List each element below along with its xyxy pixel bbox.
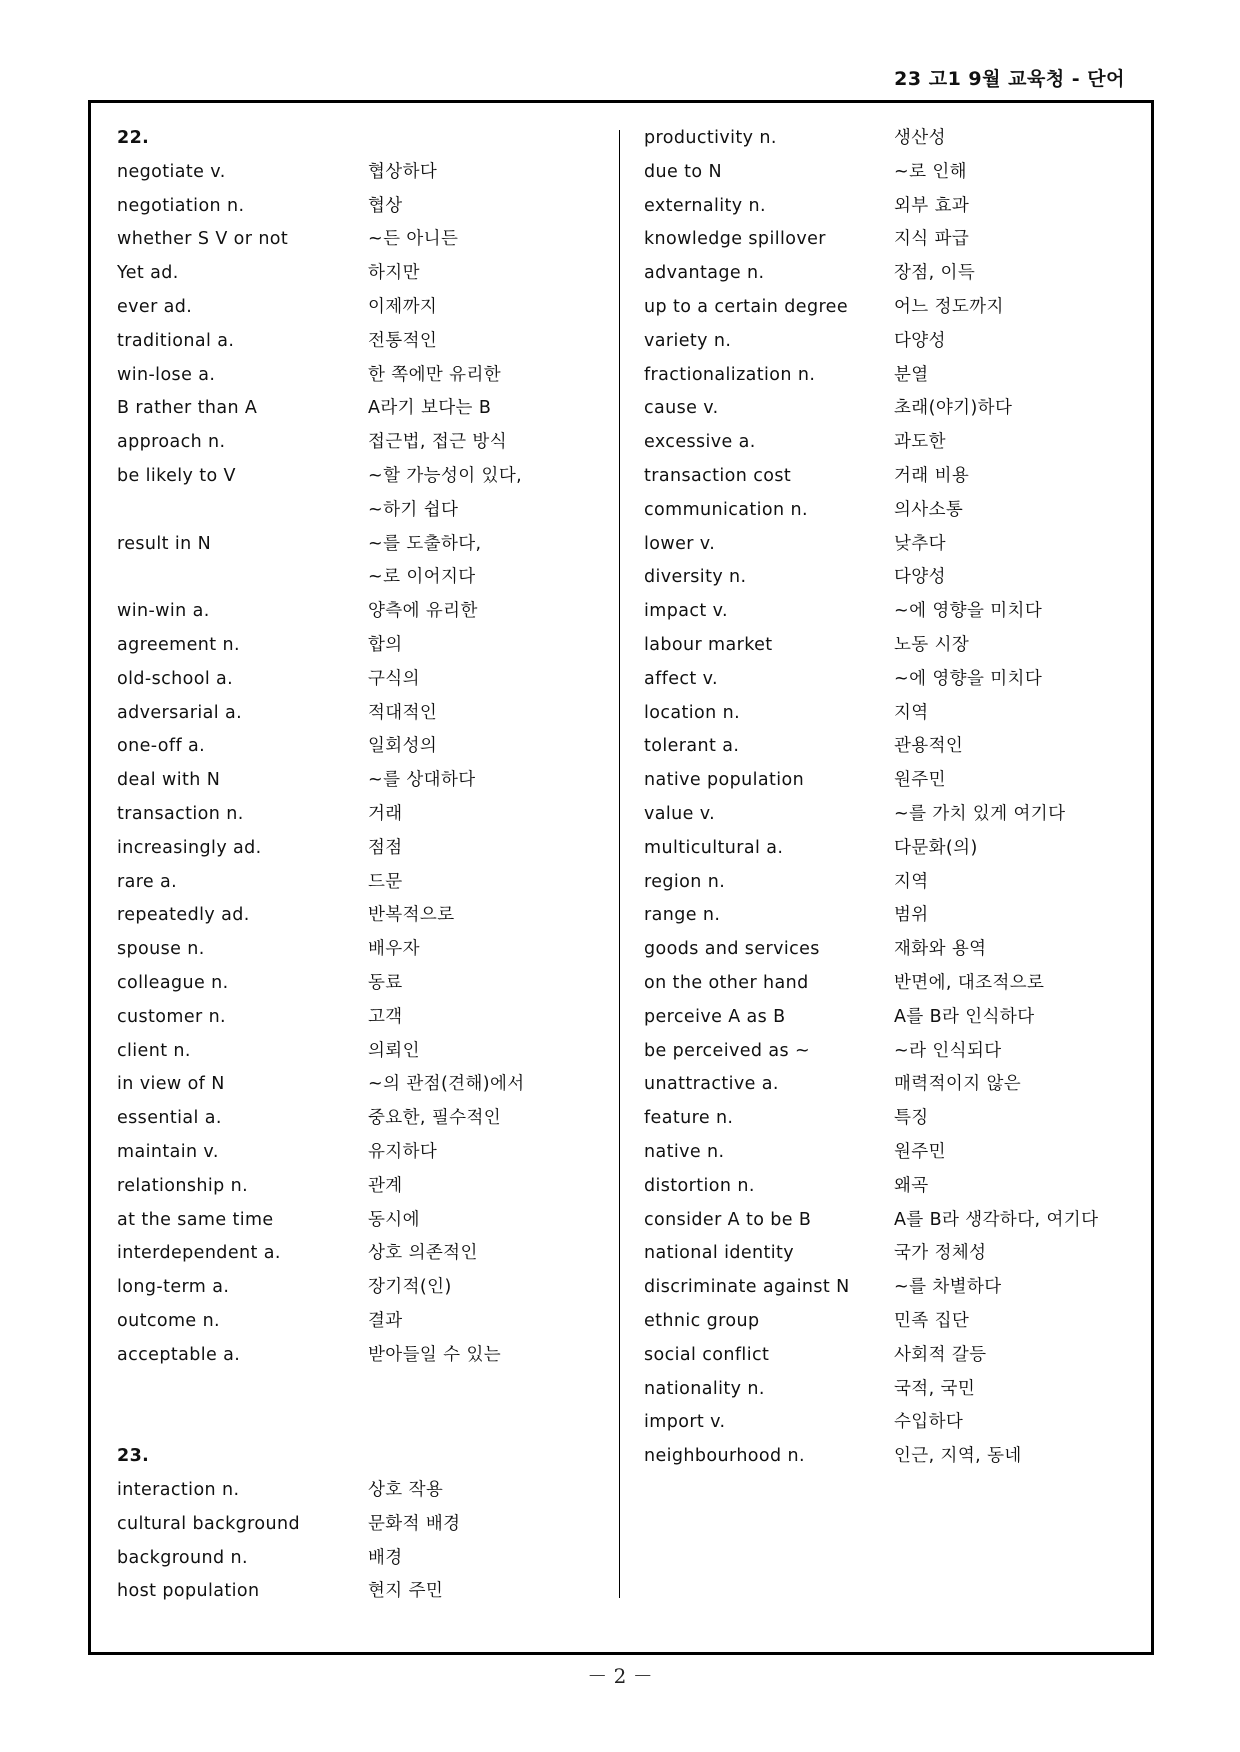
english-term: B rather than A xyxy=(117,398,258,419)
korean-meaning: 사회적 갈등 xyxy=(894,1344,987,1365)
korean-meaning: A를 B라 생각하다, 여기다 xyxy=(894,1209,1099,1230)
english-term: deal with N xyxy=(117,770,221,791)
korean-meaning: 합의 xyxy=(368,635,403,655)
vocab-entry xyxy=(0,662,1240,696)
korean-meaning: 배경 xyxy=(368,1547,403,1568)
english-term: transaction n. xyxy=(117,804,244,824)
korean-meaning: 관계 xyxy=(368,1175,403,1196)
korean-meaning: 현지 주민 xyxy=(368,1581,444,1602)
korean-meaning: 받아들일 수 있는 xyxy=(368,1344,502,1365)
korean-meaning: 반복적으로 xyxy=(368,905,455,926)
korean-meaning: 중요한, 필수적인 xyxy=(368,1108,502,1129)
english-term: negotiation n. xyxy=(117,195,245,216)
vocab-entry xyxy=(0,222,1240,256)
english-term: feature n. xyxy=(644,1108,734,1129)
vocab-entry xyxy=(0,1236,1240,1270)
english-term: excessive a. xyxy=(644,432,756,453)
vocab-entry xyxy=(0,425,1240,459)
korean-meaning: 유지하다 xyxy=(368,1142,438,1162)
english-term: acceptable a. xyxy=(117,1344,241,1365)
english-term: essential a. xyxy=(117,1108,222,1129)
vocab-entry xyxy=(0,527,1240,561)
english-term: nationality n. xyxy=(644,1378,765,1399)
vocab-entry xyxy=(0,1000,1240,1034)
english-term: at the same time xyxy=(117,1209,274,1230)
korean-meaning: 다문화(의) xyxy=(894,837,978,858)
english-term: result in N xyxy=(117,533,212,554)
korean-meaning: 배우자 xyxy=(368,939,420,960)
vocab-entry xyxy=(0,391,1240,425)
english-term: whether S V or not xyxy=(117,229,289,250)
english-term: labour market xyxy=(644,635,773,655)
english-term: perceive A as B xyxy=(644,1006,786,1027)
vocab-entry xyxy=(0,121,1240,155)
korean-meaning: ~든 아니든 xyxy=(368,229,459,250)
korean-meaning: ~로 인해 xyxy=(894,161,967,182)
korean-meaning: 지역 xyxy=(894,702,929,723)
vocab-entry xyxy=(0,1473,1240,1507)
document-title: 23 고1 9월 교육청 - 단어 xyxy=(894,68,1125,90)
korean-meaning: 국가 정체성 xyxy=(894,1243,987,1264)
korean-meaning: ~로 이어지다 xyxy=(368,567,476,588)
vocab-entry xyxy=(0,324,1240,358)
korean-meaning: ~할 가능성이 있다, xyxy=(368,466,523,486)
english-term: due to N xyxy=(644,161,722,182)
korean-meaning: ~의 관점(견해)에서 xyxy=(368,1074,525,1095)
english-term: national identity xyxy=(644,1243,795,1264)
vocab-entry xyxy=(0,966,1240,1000)
english-term: externality n. xyxy=(644,195,766,216)
english-term: host population xyxy=(117,1581,260,1602)
korean-meaning: 재화와 용역 xyxy=(894,939,987,960)
vocab-entry xyxy=(0,1270,1240,1304)
korean-meaning: 문화적 배경 xyxy=(368,1513,461,1534)
vocab-entry xyxy=(0,628,1240,662)
korean-meaning: 동시에 xyxy=(368,1209,420,1230)
vocab-entry xyxy=(0,1067,1240,1101)
korean-meaning: 분열 xyxy=(894,364,929,385)
korean-meaning: 수입하다 xyxy=(894,1412,964,1433)
korean-meaning: 초래(야기)하다 xyxy=(894,398,1013,419)
korean-meaning: 동료 xyxy=(368,973,403,993)
section-number: 23. xyxy=(117,1446,150,1467)
korean-meaning: 협상 xyxy=(368,195,403,216)
vocab-entry xyxy=(0,1507,1240,1541)
korean-meaning: 거래 비용 xyxy=(894,466,970,486)
korean-meaning: 반면에, 대조적으로 xyxy=(894,973,1045,993)
korean-meaning: 특징 xyxy=(894,1108,929,1129)
english-term: fractionalization n. xyxy=(644,364,816,385)
english-term: long-term a. xyxy=(117,1277,230,1298)
vocab-entry xyxy=(0,256,1240,290)
vocab-entry xyxy=(0,358,1240,392)
vocab-entry xyxy=(0,797,1240,831)
vocab-entry xyxy=(0,1169,1240,1203)
korean-meaning: 어느 정도까지 xyxy=(894,297,1004,317)
vocab-entry xyxy=(0,1304,1240,1338)
korean-meaning: 장기적(인) xyxy=(368,1277,452,1298)
vocab-entry xyxy=(0,729,1240,763)
korean-meaning: 거래 xyxy=(368,804,403,824)
korean-meaning: 과도한 xyxy=(894,432,946,453)
english-term: affect v. xyxy=(644,668,719,689)
english-term: be likely to V xyxy=(117,466,236,486)
korean-meaning: 범위 xyxy=(894,905,929,926)
english-term: in view of N xyxy=(117,1074,225,1095)
english-term: client n. xyxy=(117,1040,191,1061)
english-term: cultural background xyxy=(117,1513,300,1534)
korean-meaning: 양측에 유리한 xyxy=(368,601,478,622)
english-term: agreement n. xyxy=(117,635,240,655)
english-term: multicultural a. xyxy=(644,837,784,858)
vocab-entry xyxy=(0,1101,1240,1135)
vocab-entry xyxy=(0,932,1240,966)
english-term: ever ad. xyxy=(117,297,193,317)
korean-meaning: 원주민 xyxy=(894,1142,946,1162)
korean-meaning: 생산성 xyxy=(894,128,946,148)
korean-meaning: 인근, 지역, 동네 xyxy=(894,1446,1022,1467)
vocab-entry xyxy=(0,560,1240,594)
english-term: old-school a. xyxy=(117,668,234,689)
korean-meaning: 협상하다 xyxy=(368,161,438,182)
english-term: maintain v. xyxy=(117,1142,219,1162)
english-term: outcome n. xyxy=(117,1311,221,1331)
vocab-entry xyxy=(0,1541,1240,1575)
vocab-entry xyxy=(0,898,1240,932)
english-term: native n. xyxy=(644,1142,725,1162)
vocab-entry xyxy=(0,1338,1240,1372)
vocab-entry xyxy=(0,1135,1240,1169)
english-term: be perceived as ~ xyxy=(644,1040,811,1061)
korean-meaning: 이제까지 xyxy=(368,297,438,317)
korean-meaning: 전통적인 xyxy=(368,330,438,351)
english-term: distortion n. xyxy=(644,1175,755,1196)
english-term: adversarial a. xyxy=(117,702,243,723)
korean-meaning: 국적, 국민 xyxy=(894,1378,976,1399)
vocab-entry xyxy=(0,1034,1240,1068)
english-term: value v. xyxy=(644,804,716,824)
english-term: productivity n. xyxy=(644,128,777,148)
korean-meaning: 점점 xyxy=(368,837,403,858)
korean-meaning: 의사소통 xyxy=(894,499,964,520)
korean-meaning: ~하기 쉽다 xyxy=(368,499,459,520)
english-term: relationship n. xyxy=(117,1175,249,1196)
english-term: transaction cost xyxy=(644,466,792,486)
korean-meaning: 한 쪽에만 유리한 xyxy=(368,364,502,385)
korean-meaning: 지역 xyxy=(894,871,929,892)
korean-meaning: ~에 영향을 미치다 xyxy=(894,668,1043,689)
english-term: ethnic group xyxy=(644,1311,760,1331)
korean-meaning: 상호 의존적인 xyxy=(368,1243,478,1264)
english-term: interdependent a. xyxy=(117,1243,281,1264)
english-term: spouse n. xyxy=(117,939,205,960)
vocab-entry xyxy=(0,831,1240,865)
english-term: Yet ad. xyxy=(117,263,179,284)
english-term: goods and services xyxy=(644,939,820,960)
english-term: traditional a. xyxy=(117,330,235,351)
vocab-entry xyxy=(0,696,1240,730)
english-term: cause v. xyxy=(644,398,719,419)
english-term: discriminate against N xyxy=(644,1277,850,1298)
english-term: lower v. xyxy=(644,533,716,554)
korean-meaning: 드문 xyxy=(368,871,403,892)
korean-meaning: 장점, 이득 xyxy=(894,263,976,284)
korean-meaning: 지식 파급 xyxy=(894,229,970,250)
english-term: region n. xyxy=(644,871,726,892)
english-term: location n. xyxy=(644,702,741,723)
korean-meaning: 하지만 xyxy=(368,263,420,284)
korean-meaning: 고객 xyxy=(368,1006,403,1027)
english-term: range n. xyxy=(644,905,721,926)
english-term: customer n. xyxy=(117,1006,227,1027)
korean-meaning: 외부 효과 xyxy=(894,195,970,216)
vocab-entry xyxy=(0,1439,1240,1473)
korean-meaning: 결과 xyxy=(368,1311,403,1331)
english-term: tolerant a. xyxy=(644,736,740,757)
english-term: social conflict xyxy=(644,1344,770,1365)
english-term: impact v. xyxy=(644,601,728,622)
korean-meaning: 구식의 xyxy=(368,668,420,689)
english-term: up to a certain degree xyxy=(644,297,848,317)
korean-meaning: 일회성의 xyxy=(368,736,438,757)
vocab-entry xyxy=(0,459,1240,493)
english-term: knowledge spillover xyxy=(644,229,826,250)
english-term: increasingly ad. xyxy=(117,837,262,858)
vocab-entry xyxy=(0,1203,1240,1237)
korean-meaning: 관용적인 xyxy=(894,736,964,757)
korean-meaning: 원주민 xyxy=(894,770,946,791)
english-term: communication n. xyxy=(644,499,808,520)
english-term: unattractive a. xyxy=(644,1074,779,1095)
english-term: win-lose a. xyxy=(117,364,216,385)
korean-meaning: 낮추다 xyxy=(894,533,946,554)
korean-meaning: ~를 차별하다 xyxy=(894,1277,1002,1298)
korean-meaning: ~라 인식되다 xyxy=(894,1040,1002,1061)
korean-meaning: ~를 가치 있게 여기다 xyxy=(894,804,1066,824)
page-number: － 2 － xyxy=(587,1664,653,1688)
section-number: 22. xyxy=(117,128,150,148)
english-term: native population xyxy=(644,770,805,791)
vocab-entry xyxy=(0,1405,1240,1439)
english-term: repeatedly ad. xyxy=(117,905,250,926)
korean-meaning: ~에 영향을 미치다 xyxy=(894,601,1043,622)
vocab-entry xyxy=(0,290,1240,324)
english-term: diversity n. xyxy=(644,567,747,588)
korean-meaning: ~를 상대하다 xyxy=(368,770,476,791)
english-term: background n. xyxy=(117,1547,248,1568)
korean-meaning: 매력적이지 않은 xyxy=(894,1074,1022,1095)
english-term: one-off a. xyxy=(117,736,206,757)
korean-meaning: 적대적인 xyxy=(368,702,438,723)
vocab-entry xyxy=(0,155,1240,189)
vocab-entry xyxy=(0,189,1240,223)
korean-meaning: A라기 보다는 B xyxy=(368,398,492,419)
korean-meaning: A를 B라 인식하다 xyxy=(894,1006,1035,1027)
korean-meaning: 민족 집단 xyxy=(894,1311,970,1331)
vocab-entry xyxy=(0,493,1240,527)
korean-meaning: 의뢰인 xyxy=(368,1040,420,1061)
korean-meaning: 다양성 xyxy=(894,330,946,351)
english-term: negotiate v. xyxy=(117,161,226,182)
korean-meaning: 상호 작용 xyxy=(368,1480,444,1500)
korean-meaning: 노동 시장 xyxy=(894,635,970,655)
english-term: colleague n. xyxy=(117,973,229,993)
english-term: approach n. xyxy=(117,432,226,453)
english-term: consider A to be B xyxy=(644,1209,812,1230)
korean-meaning: 접근법, 접근 방식 xyxy=(368,432,508,453)
english-term: on the other hand xyxy=(644,973,809,993)
english-term: rare a. xyxy=(117,871,178,892)
english-term: import v. xyxy=(644,1412,726,1433)
vocab-entry xyxy=(0,865,1240,899)
vocab-entry xyxy=(0,763,1240,797)
vocab-entry xyxy=(0,1574,1240,1608)
english-term: advantage n. xyxy=(644,263,765,284)
english-term: interaction n. xyxy=(117,1480,240,1500)
vocab-entry xyxy=(0,594,1240,628)
english-term: variety n. xyxy=(644,330,732,351)
english-term: win-win a. xyxy=(117,601,210,622)
korean-meaning: 왜곡 xyxy=(894,1175,929,1196)
english-term: neighbourhood n. xyxy=(644,1446,805,1467)
vocab-entry xyxy=(0,1372,1240,1406)
korean-meaning: ~를 도출하다, xyxy=(368,533,482,554)
korean-meaning: 다양성 xyxy=(894,567,946,588)
